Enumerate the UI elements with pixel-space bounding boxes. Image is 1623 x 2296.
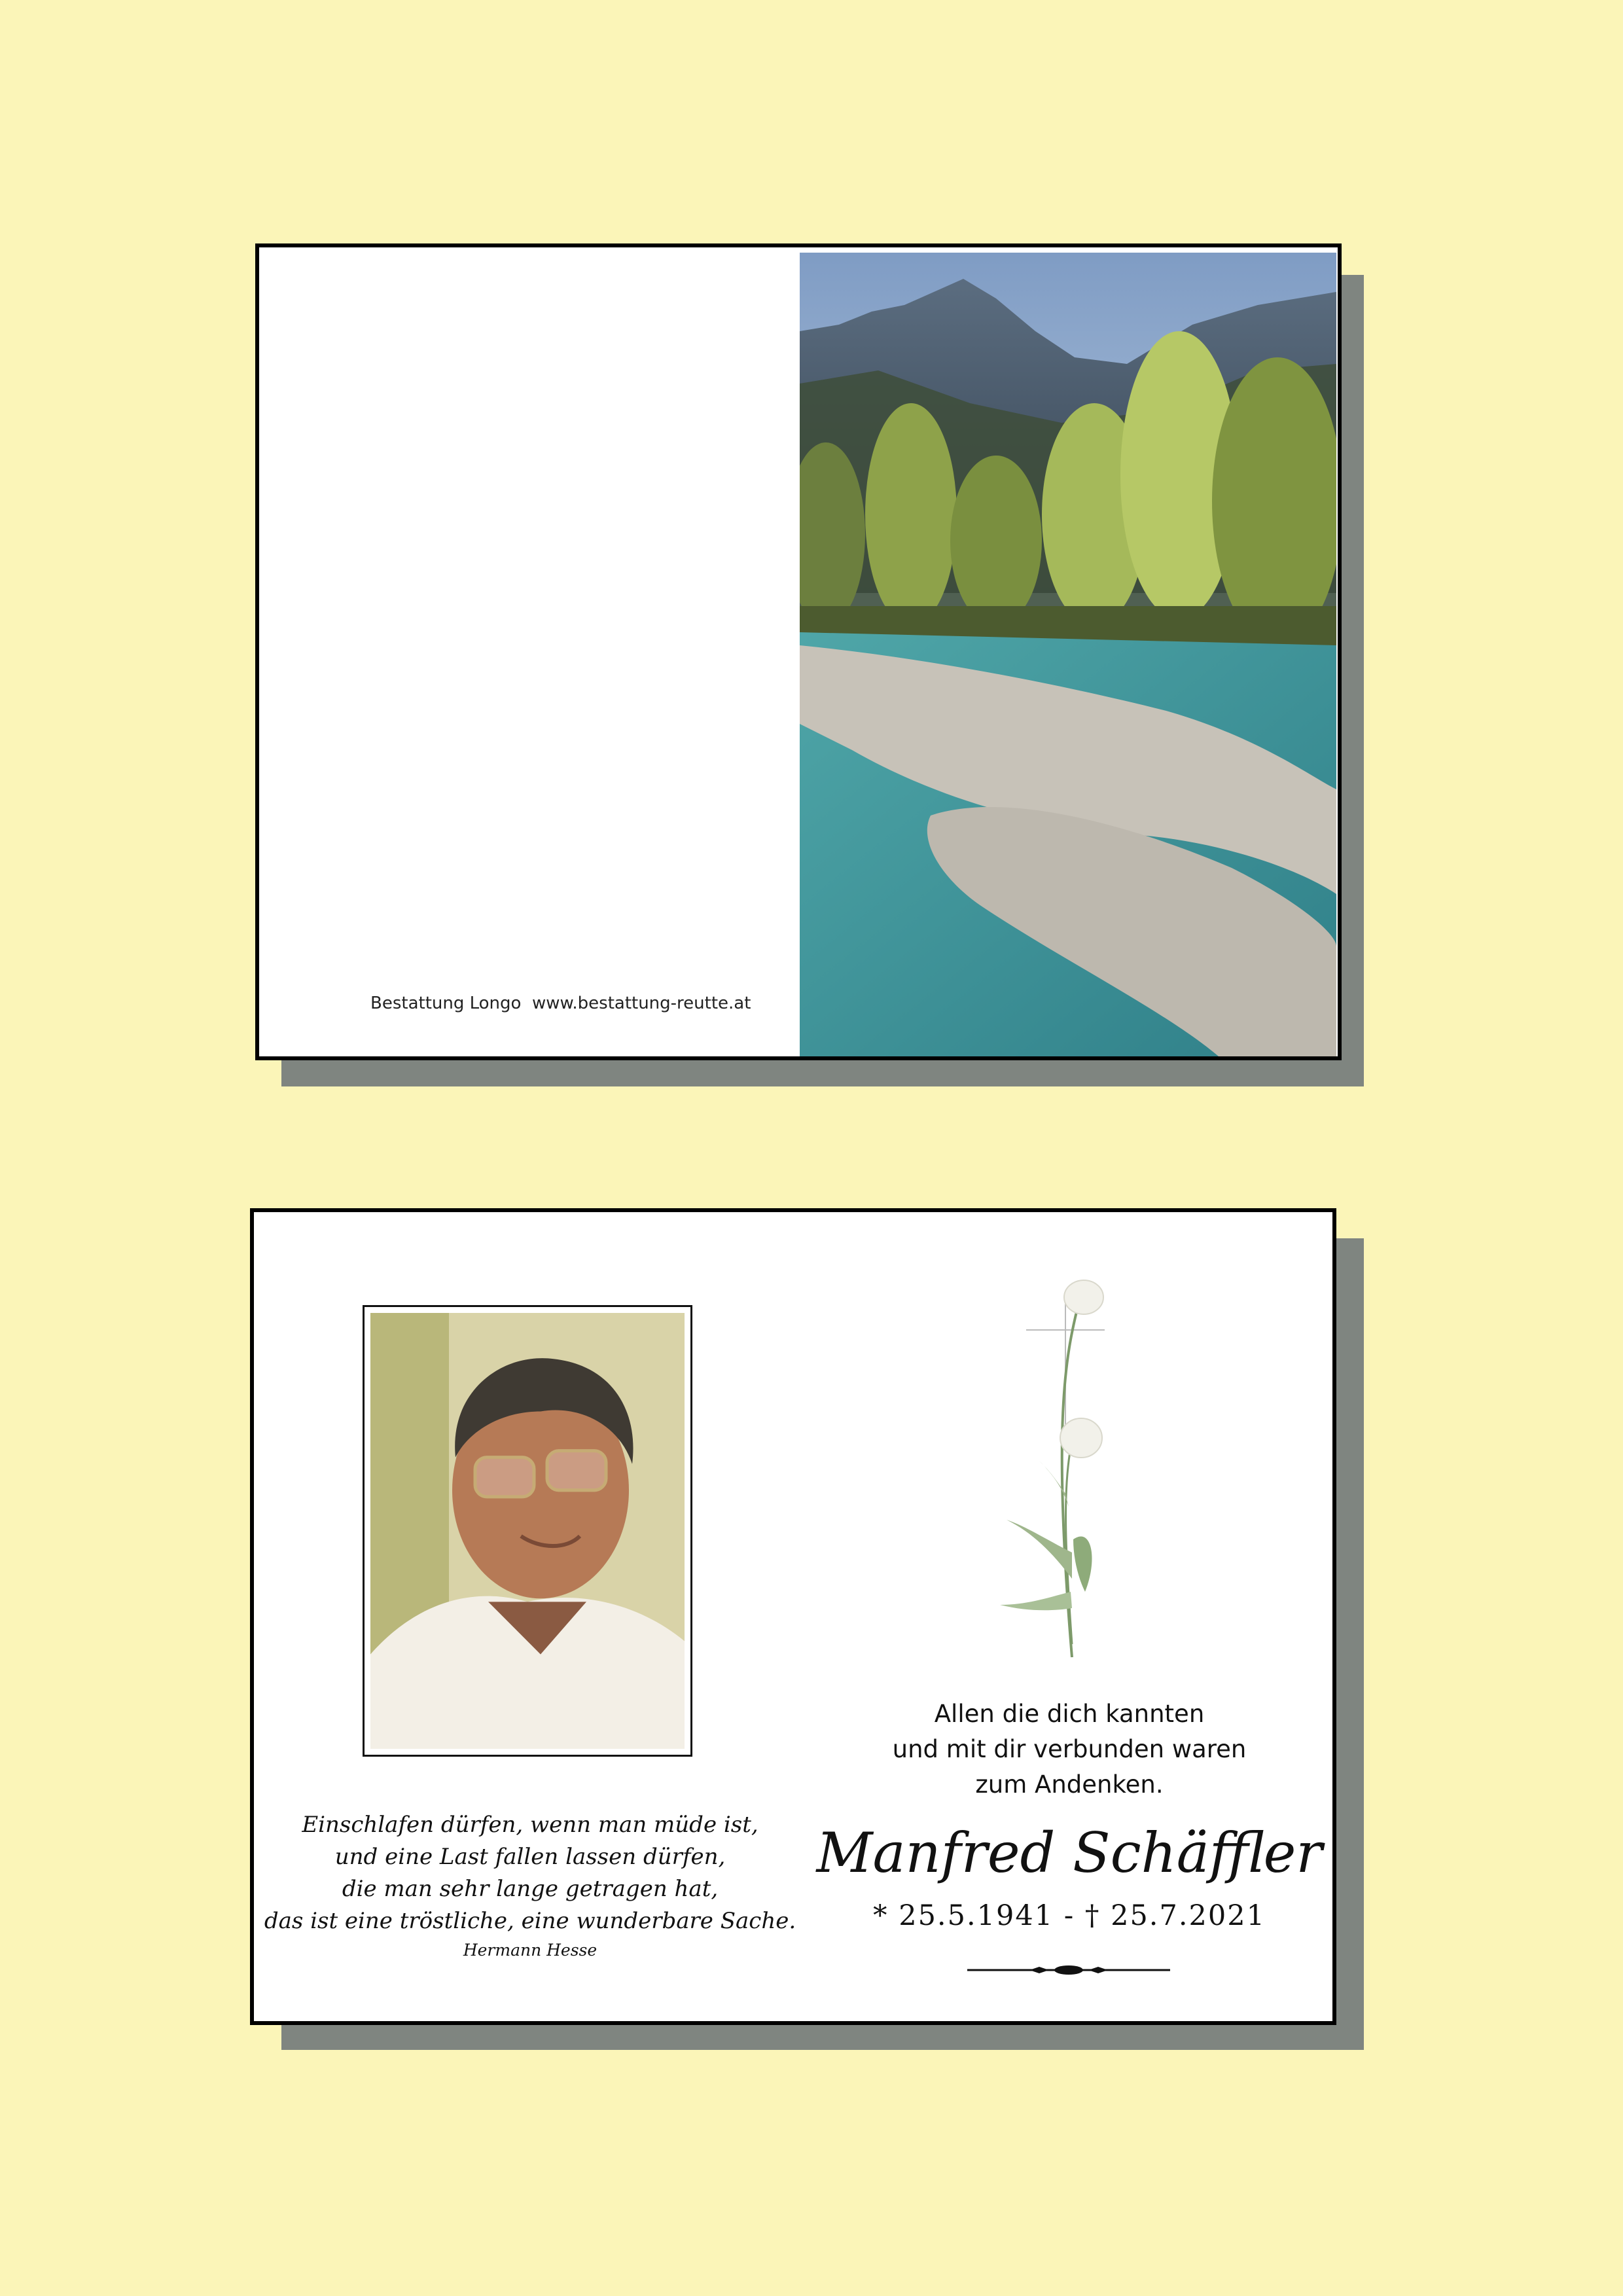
landscape-photo	[800, 253, 1336, 1056]
card-inside	[250, 1208, 1336, 2025]
quote-line: und eine Last fallen lassen dürfen,	[334, 1844, 726, 1870]
card-front	[255, 243, 1342, 1060]
dedication-line: Allen die dich kannten	[934, 1700, 1205, 1728]
life-dates: * 25.5.1941 - † 25.7.2021	[873, 1899, 1266, 1932]
funeral-home-credit: Bestattung Longo www.bestattung-reutte.at	[370, 994, 751, 1013]
portrait-frame	[363, 1305, 692, 1757]
dedication-line: und mit dir verbunden waren	[892, 1735, 1247, 1763]
ornament-divider	[967, 1962, 1170, 1979]
dedication-block	[801, 1696, 1338, 1803]
dedication-line: zum Andenken.	[975, 1770, 1164, 1799]
rose-cross-image	[1000, 1278, 1131, 1664]
quote-line: Einschlafen dürfen, wenn man müde ist,	[302, 1812, 758, 1838]
quote-line: die man sehr lange getragen hat,	[342, 1876, 719, 1902]
deceased-name: Manfred Schäffler	[816, 1821, 1323, 1885]
quote-line: das ist eine tröstliche, eine wunderbare Sache.	[264, 1908, 796, 1934]
portrait-photo	[370, 1313, 685, 1749]
quote-block	[254, 1809, 806, 1964]
quote-author: Hermann Hesse	[463, 1941, 597, 1960]
